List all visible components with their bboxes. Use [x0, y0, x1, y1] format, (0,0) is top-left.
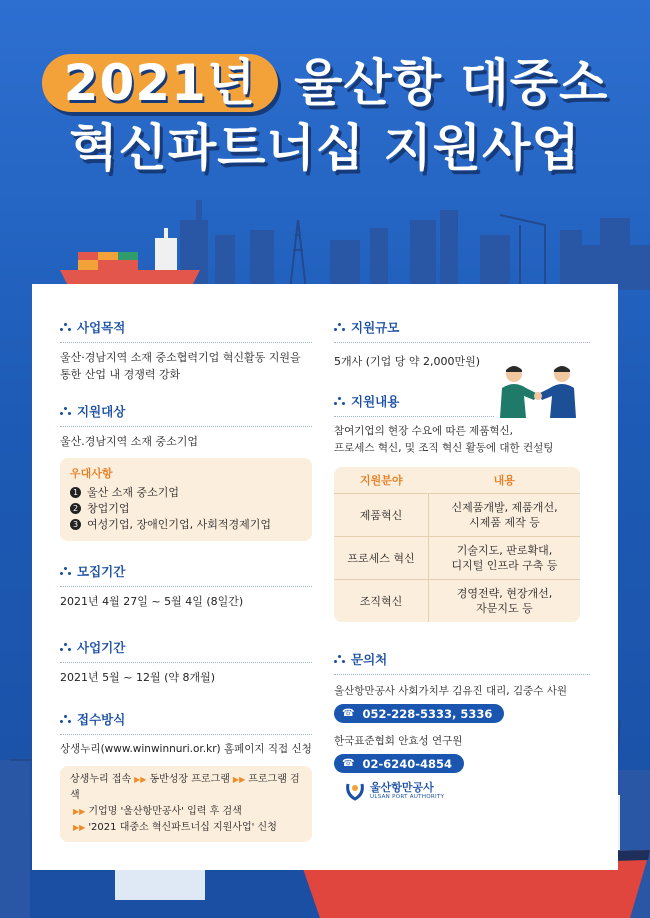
table-header-row	[334, 467, 580, 494]
bullet-icon	[60, 642, 72, 652]
apply-steps-box	[60, 766, 312, 842]
bullet-icon	[334, 396, 346, 406]
table-cell: 제품혁신	[334, 494, 429, 537]
apply-heading: 접수방식	[77, 712, 126, 727]
period-text: 2021년 5월 ~ 12월 (약 8개월)	[60, 671, 216, 684]
table-row	[334, 580, 580, 623]
scale-heading: 지원규모	[351, 320, 400, 335]
arrow-icon: ▶▶	[232, 775, 246, 784]
year-badge: 2021년	[42, 54, 278, 112]
port-skyline-illustration	[0, 190, 650, 290]
scale-text: 5개사 (기업 당 약 2,000만원)	[334, 355, 481, 368]
number-badge: 2	[70, 503, 81, 514]
preference-item: 3 여성기업, 장애인기업, 사회적경제기업	[70, 517, 302, 533]
bullet-icon	[60, 406, 72, 416]
purpose-section	[60, 318, 312, 383]
target-heading: 지원대상	[77, 404, 126, 419]
period-heading: 사업기간	[77, 640, 126, 655]
preference-item: 1 울산 소재 중소기업	[70, 485, 302, 501]
upa-logo	[344, 780, 444, 802]
table-row	[334, 537, 580, 580]
divider	[334, 342, 590, 343]
table-header: 내용	[429, 467, 581, 494]
title-line-1	[0, 54, 650, 112]
table-header: 지원분야	[334, 467, 429, 494]
contact-section	[334, 650, 590, 773]
contact-org-2: 한국표준협회 안효성 연구원	[334, 735, 463, 747]
period-section	[60, 638, 312, 686]
purpose-text-1: 울산·경남지역 소재 중소협력기업 혁신활동 지원을	[60, 351, 301, 364]
apply-text: 상생누리(www.winwinnuri.or.kr) 홈페이지 직접 신청	[60, 743, 312, 755]
arrow-icon: ▶▶	[134, 775, 147, 784]
table-cell: 조직혁신	[334, 580, 429, 623]
phone-badge-2: ☎ 02-6240-4854	[334, 754, 464, 773]
apply-step-3: ▶▶ '2021 대중소 혁신파트너십 지원사업' 신청	[73, 822, 277, 833]
apply-step-1: 상생누리 접속 ▶▶ 동반성장 프로그램 ▶▶ 프로그램 검색	[70, 774, 300, 801]
table-cell: 신제품개발, 제품개선, 시제품 제작 등	[429, 494, 581, 537]
target-section	[60, 402, 312, 541]
number-badge: 3	[70, 519, 81, 530]
arrow-icon: ▶▶	[73, 807, 86, 816]
bullet-icon	[60, 322, 72, 332]
logo-sub: ULSAN PORT AUTHORITY	[370, 794, 445, 800]
preference-box	[60, 458, 312, 541]
divider	[60, 734, 312, 735]
divider	[60, 342, 312, 343]
recruit-section	[60, 562, 312, 610]
table-cell: 경영전략, 현장개선, 자문지도 등	[429, 580, 581, 623]
content-heading: 지원내용	[351, 394, 400, 409]
divider	[60, 426, 312, 427]
recruit-heading: 모집기간	[77, 564, 126, 579]
phone-icon: ☎	[342, 758, 355, 769]
content-text-2: 프로세스 혁신, 및 조직 혁신 활동에 대한 컨설팅	[334, 442, 554, 454]
support-table	[334, 467, 580, 622]
phone-icon: ☎	[342, 708, 355, 719]
preference-item: 2 창업기업	[70, 501, 302, 517]
recruit-text: 2021년 4월 27일 ~ 5월 4일 (8일간)	[60, 595, 244, 608]
info-card	[32, 284, 618, 870]
bullet-icon	[60, 714, 72, 724]
contact-heading: 문의처	[351, 652, 388, 667]
purpose-heading: 사업목적	[77, 320, 126, 335]
preference-heading: 우대사항	[70, 467, 113, 480]
contact-org-1: 울산항만공사 사회가치부 김유진 대리, 김중수 사원	[334, 685, 568, 697]
content-section	[334, 392, 590, 622]
apply-section	[60, 710, 312, 842]
divider	[334, 416, 494, 417]
title-line-1-text: 울산항 대중소	[294, 54, 609, 112]
number-badge: 1	[70, 487, 81, 498]
divider	[60, 586, 312, 587]
phone-badge-1: ☎ 052-228-5333, 5336	[334, 704, 504, 723]
title-line-2: 혁신파트너십 지원사업	[69, 119, 581, 177]
scale-section	[334, 318, 590, 370]
target-text: 울산.경남지역 소재 중소기업	[60, 435, 199, 448]
content-text-1: 참여기업의 현장 수요에 따른 제품혁신,	[334, 425, 513, 437]
logo-mark-icon	[344, 780, 366, 802]
purpose-text-2: 통한 산업 내 경쟁력 강화	[60, 368, 181, 381]
bullet-icon	[334, 322, 346, 332]
table-row	[334, 494, 580, 537]
bullet-icon	[60, 566, 72, 576]
bullet-icon	[334, 654, 346, 664]
apply-step-2: ▶▶ 기업명 '울산항만공사' 입력 후 검색	[73, 806, 242, 817]
logo-name: 울산항만공사	[370, 781, 434, 794]
divider	[334, 674, 590, 675]
table-cell: 프로세스 혁신	[334, 537, 429, 580]
table-cell: 기술지도, 판로확대, 디지털 인프라 구축 등	[429, 537, 581, 580]
arrow-icon: ▶▶	[73, 823, 86, 832]
divider	[60, 662, 312, 663]
